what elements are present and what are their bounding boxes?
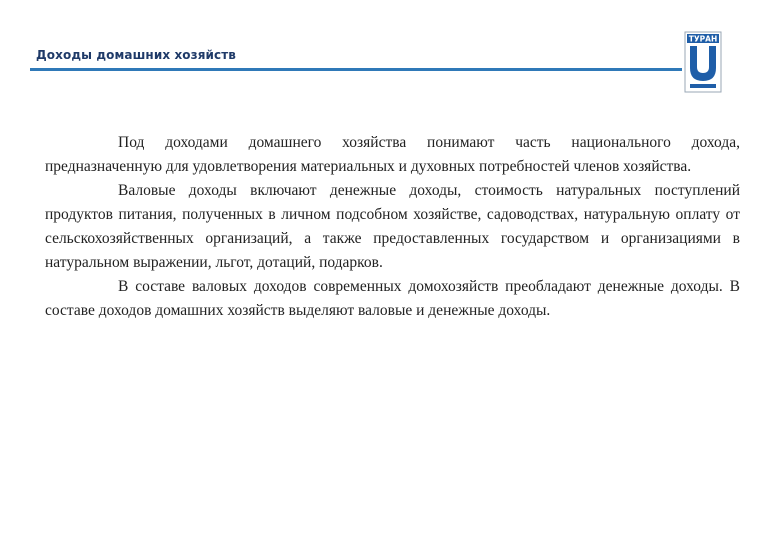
paragraph: Валовые доходы включают денежные доходы, стоимость натуральных поступлений продуктов питания, полученных в личном подсобном хозяйстве, садоводствах, натуральную оплату от сельскохозяйственных организаций, а также предоставленных государством и организациями в натуральном выражении, льгот, дотаций, подарков. <box>45 182 740 271</box>
header-divider <box>30 68 682 71</box>
paragraph: Под доходами домашнего хозяйства понимают часть национального дохода, предназначенную для удовлетворения материальных и духовных потребностей членов хозяйства. <box>45 134 740 175</box>
svg-text:ТУРАН: ТУРАН <box>688 34 718 44</box>
page-title: Доходы домашних хозяйств <box>36 48 236 62</box>
turan-logo <box>684 31 722 93</box>
body-text <box>45 131 740 323</box>
paragraph: В составе валовых доходов современных домохозяйств преобладают денежные доходы. В составе доходов домашних хозяйств выделяют валовые и денежные доходы. <box>45 278 740 319</box>
